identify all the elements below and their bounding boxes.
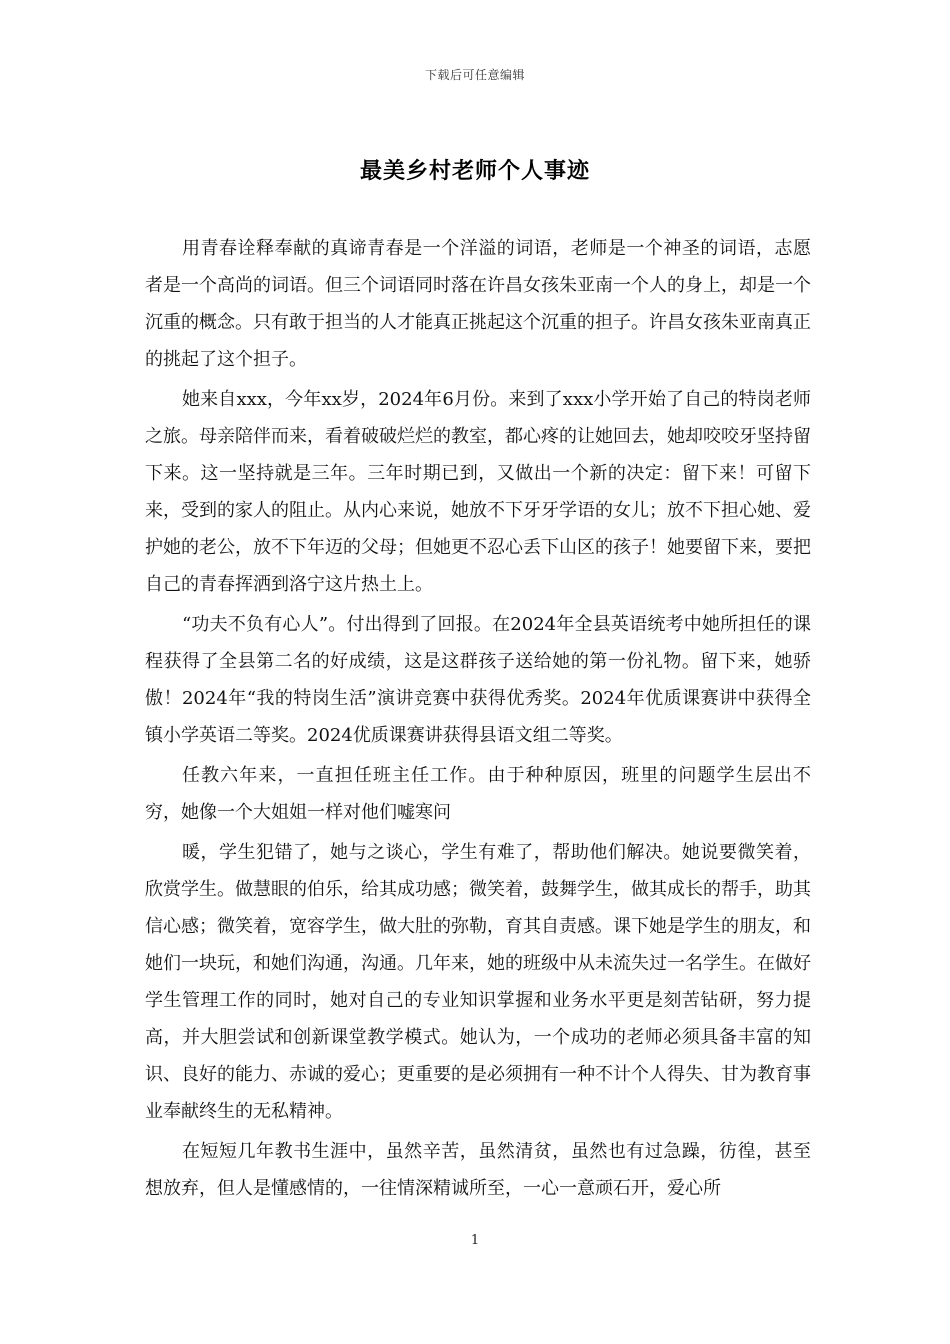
paragraph: 用青春诠释奉献的真谛青春是一个洋溢的词语，老师是一个神圣的词语，志愿者是一个高尚的词语。但三个词语同时落在许昌女孩朱亚南一个人的身上，却是一个沉重的概念。只有敢于担当的人才能真正挑起这个沉重的担子。许昌女孩朱亚南真正的挑起了这个担子。: [145, 238, 811, 370]
page-number: 1: [470, 1233, 480, 1248]
paragraph: 她来自xxx，今年xx岁，2024年6月份。来到了xxx小学开始了自己的特岗老师之旅。母亲陪伴而来，看着破破烂烂的教室，都心疼的让她回去，她却咬咬牙坚持留下来。这一坚持就是三年。三年时期已到，又做出一个新的决定：留下来！可留下来，受到的家人的阻止。从内心来说，她放不下牙牙学语的女儿；放不下担心她、爱护她的老公，放不下年迈的父母；但她更不忍心丢下山区的孩子！她要留下来，要把自己的青春挥洒到洛宁这片热土上。: [145, 389, 812, 595]
document-title: 最美乡村老师个人事迹: [359, 158, 590, 184]
header-note: 下载后可任意编辑: [424, 68, 525, 82]
paragraph: 暖，学生犯错了，她与之谈心，学生有难了，帮助他们解决。她说要微笑着，欣赏学生。做慧眼的伯乐，给其成功感；微笑着，鼓舞学生，做其成长的帮手，助其信心感；微笑着，宽容学生，做大肚的弥勒，育其自责感。课下她是学生的朋友，和她们一块玩，和她们沟通，沟通。几年来，她的班级中从未流失过一名学生。在做好学生管理工作的同时，她对自己的专业知识掌握和业务水平更是刻苦钻研，努力提高，并大胆尝试和创新课堂教学模式。她认为，一个成功的老师必须具备丰富的知识、良好的能力、赤诚的爱心；更重要的是必须拥有一种不计个人得失、甘为教育事业奉献终生的无私精神。: [145, 842, 811, 1122]
paragraph: “功夫不负有心人”。付出得到了回报。在2024年全县英语统考中她所担任的课程获得了全县第二名的好成绩，这是这群孩子送给她的第一份礼物。留下来，她骄傲！2024年“我的特岗生活”演讲竞赛中获得优秀奖。2024年优质课赛讲中获得全镇小学英语二等奖。2024优质课赛讲获得县语文组二等奖。: [145, 614, 811, 746]
paragraph: 在短短几年教书生涯中，虽然辛苦，虽然清贫，虽然也有过急躁，彷徨，甚至想放弃，但人是懂感情的，一往情深精诚所至，一心一意顽石开，爱心所: [145, 1141, 811, 1199]
paragraph: 任教六年来，一直担任班主任工作。由于种种原因，班里的问题学生层出不穷，她像一个大姐姐一样对他们嘘寒问: [145, 765, 811, 823]
document-body: [145, 230, 811, 1207]
